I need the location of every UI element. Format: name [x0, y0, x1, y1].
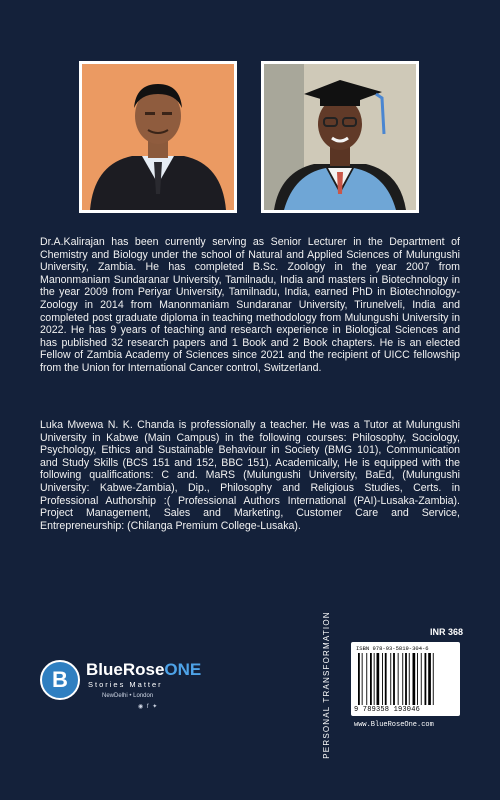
author-photo-1: [79, 61, 237, 213]
logo-name: [86, 660, 201, 680]
author-photo-2: [261, 61, 419, 213]
isbn-label: ISBN 978-93-5819-304-6: [356, 645, 429, 652]
social-icons: ◉ f ✦: [138, 704, 159, 710]
spine-title-text: PERSONAL TRANSFORMATION: [322, 611, 331, 759]
logo-name-main: BlueRose: [86, 660, 165, 679]
logo-name-accent: ONE: [164, 660, 202, 679]
barcode-bars-icon: [356, 653, 455, 705]
price-label: INR 368: [430, 627, 464, 637]
publisher-website: www.BlueRoseOne.com: [354, 721, 434, 729]
logo-tagline: Stories Matter: [88, 680, 163, 689]
author-bio-chanda: Luka Mwewa N. K. Chanda is professionally a teacher. He was a Tutor at Mulungushi University in Kabwe (Main Campus) in the following courses: Philosophy, Sociology, Psychology, Ethics and Sustainable Behaviour in Society (BMG 101), Communication and Study Skills (BCS 151 and 152, BBC 151). Academically, He is equipped with the following qualifications: C and. MaRS (Mulungushi University, BaEd, (Mulungushi University: Kabwe-Zambia), Dip., Philosophy and Religious Studies, Certs. in Professional Authorship :( Professional Authors International (PAI)-Lusaka-Zambia). Project Management, Sales and Marketing, Customer Care and Service, Entrepreneurship: (Chilanga Premium College-Lusaka).: [40, 419, 460, 532]
barcode: [351, 642, 460, 716]
spine-title: [312, 611, 342, 759]
logo-cities: NewDelhi • London: [102, 693, 154, 699]
author-bio-kalirajan: Dr.A.Kalirajan has been currently serving as Senior Lecturer in the Department of Chemistry and Biology under the school of Natural and Applied Sciences of Mulungushi University, Zambia. He has completed B.Sc. Zoology in the year 2007 from Manonmaniam Sundaranar University, Tamilnadu, India and masters in Biotechnology in the year 2009 from Periyar University, Tamilnadu, India, earned PhD in Biotechnology- Zoology in 2014 from Manonmaniam Sundaranar University, Tirunelveli, India and completed post graduate diploma in teaching methodology from Mulungushi University in 2022. He has 9 years of teaching and research experience in Biological Sciences and has published 32 research papers and 1 Book and 2 Book chapters. He is an elected Fellow of Zambia Academy of Sciences since 2021 and the recipient of UICC fellowship from the Union for International Cancer control, Switzerland.: [40, 236, 460, 374]
publisher-logo: [40, 657, 210, 717]
logo-b-icon: B: [40, 660, 80, 700]
isbn-digits: 9 789358 193046: [354, 706, 421, 714]
